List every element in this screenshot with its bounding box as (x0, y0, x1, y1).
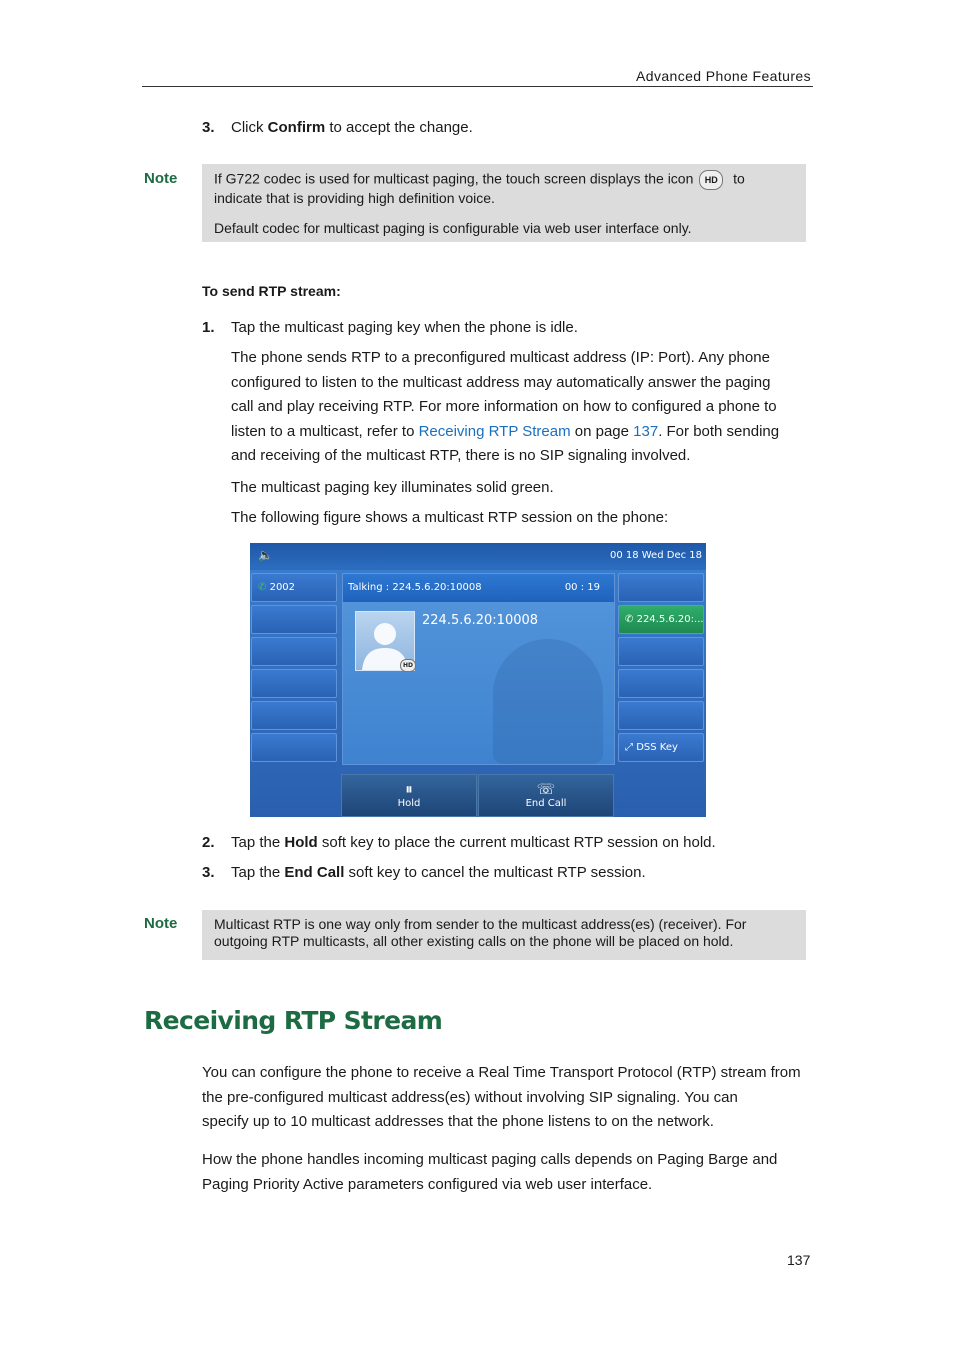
para-line: and receiving of the multicast RTP, there is no SIP signaling involved. (231, 447, 691, 465)
receiving-intro (202, 1061, 801, 1135)
receiving-rtp-link[interactable]: Receiving RTP Stream (418, 422, 571, 440)
pause-icon: ⏸ (405, 780, 413, 798)
para-text: listen to a multicast, refer to (231, 422, 419, 440)
running-header: Advanced Phone Features (636, 68, 811, 84)
note-line: Multicast RTP is one way only from sender to the multicast address(es) (receiver). For (214, 916, 747, 932)
hd-icon (699, 170, 723, 190)
page-link[interactable]: 137 (633, 422, 659, 440)
dss-key[interactable] (618, 701, 704, 730)
para-line: configured to listen to the multicast address may automatically answer the paging (231, 373, 771, 391)
note-box (202, 164, 806, 242)
background-silhouette (493, 639, 603, 764)
step-text-post: soft key to cancel the multicast RTP session. (344, 864, 646, 881)
para-line (231, 420, 779, 445)
confirm-keyword: Confirm (267, 119, 326, 136)
step-number: 1. (202, 319, 215, 336)
step-text-pre: Tap the (231, 834, 285, 851)
para-text: on page (570, 422, 634, 440)
dss-key-page[interactable] (618, 733, 704, 762)
para-line: You can configure the phone to receive a Real Time Transport Protocol (RTP) stream from (202, 1064, 801, 1081)
receiving-behavior (202, 1148, 777, 1197)
status-bar (250, 543, 706, 570)
note-box (202, 910, 806, 960)
line-key[interactable] (251, 669, 337, 698)
phone-screen-figure (250, 543, 706, 817)
note-line: Default codec for multicast paging is configurable via web user interface only. (214, 220, 692, 236)
hangup-icon: ☏ (536, 780, 556, 798)
line-key-number: 2002 (269, 582, 296, 593)
talking-label: Talking : 224.5.6.20:10008 (348, 582, 482, 593)
hold-softkey[interactable] (341, 774, 477, 817)
step-number: 2. (202, 834, 215, 851)
note-text-post: to (733, 170, 745, 187)
end-call-label: End Call (525, 798, 567, 809)
dss-key[interactable] (618, 669, 704, 698)
para-figure-intro: The following figure shows a multicast RTP session on the phone: (231, 509, 669, 526)
note-label: Note (144, 170, 178, 187)
step-text (231, 118, 473, 138)
step-text-pre: Tap the (231, 864, 285, 881)
paging-key-address: 224.5.6.20:... (636, 614, 704, 625)
para-line: specify up to 10 multicast addresses that the phone listens to on the network. (202, 1113, 714, 1131)
rtp-description (231, 346, 779, 469)
line-key-label (258, 582, 295, 593)
step-text (231, 833, 716, 853)
call-timer: 00 : 19 (564, 582, 600, 593)
para-line: Paging Priority Active parameters configured via web user interface. (202, 1175, 653, 1193)
dss-key[interactable] (618, 573, 704, 602)
header-rule (142, 86, 813, 87)
step-number: 3. (202, 119, 215, 136)
dss-key-text: DSS Key (636, 742, 678, 753)
step-text-pre: Click (231, 119, 268, 136)
phone-handset-icon: ✆ (258, 582, 267, 593)
step-text-post: to accept the change. (325, 119, 473, 136)
multicast-paging-key[interactable] (618, 605, 704, 634)
paging-key-label (625, 614, 704, 625)
line-key[interactable] (251, 733, 337, 762)
softkey-bar (341, 774, 615, 817)
call-panel (342, 573, 615, 765)
phone-handset-icon: ✆ (625, 614, 634, 625)
para-line: call and play receiving RTP. For more information on how to configured a phone to (231, 398, 777, 416)
expand-icon: ⤢ (625, 742, 633, 753)
hold-keyword: Hold (284, 834, 318, 851)
dss-key-label (625, 742, 678, 753)
step-number: 3. (202, 864, 215, 881)
step-text: Tap the multicast paging key when the phone is idle. (231, 319, 578, 336)
para-line: the pre-configured multicast address(es) without involving SIP signaling. You can (202, 1088, 738, 1106)
step-text (231, 863, 646, 883)
hd-badge-text: HD (402, 662, 413, 669)
hd-icon-text: HD (704, 175, 718, 185)
section-title: Receiving RTP Stream (144, 1006, 443, 1035)
line-key[interactable] (251, 637, 337, 666)
procedure-heading: To send RTP stream: (202, 283, 341, 299)
note-line (214, 170, 794, 190)
caller-address: 224.5.6.20:10008 (422, 613, 539, 628)
note-text-pre: If G722 codec is used for multicast paging, the touch screen displays the icon (214, 170, 694, 187)
clock: 00 18 Wed Dec 18 (609, 550, 702, 561)
para-line: The phone sends RTP to a preconfigured multicast address (IP: Port). Any phone (231, 349, 770, 366)
end-call-keyword: End Call (284, 864, 345, 881)
page-number: 137 (787, 1252, 811, 1268)
line-key[interactable] (251, 605, 337, 634)
hd-badge (400, 659, 416, 672)
step-text-post: soft key to place the current multicast RTP session on hold. (317, 834, 716, 851)
dss-key[interactable] (618, 637, 704, 666)
avatar (355, 611, 415, 671)
para-key-green: The multicast paging key illuminates solid green. (231, 479, 554, 496)
note-line: indicate that is providing high definition voice. (214, 190, 495, 206)
line-key[interactable] (251, 701, 337, 730)
hold-label: Hold (397, 798, 421, 809)
line-key-2002[interactable] (251, 573, 337, 602)
para-text: . For both sending (658, 422, 780, 440)
end-call-softkey[interactable] (478, 774, 614, 817)
speaker-icon: 🔈 (258, 548, 273, 562)
talking-bar (343, 574, 614, 602)
para-line: How the phone handles incoming multicast paging calls depends on Paging Barge and (202, 1151, 778, 1168)
note-label: Note (144, 915, 178, 932)
note-line: outgoing RTP multicasts, all other existing calls on the phone will be placed on hold. (214, 933, 734, 949)
